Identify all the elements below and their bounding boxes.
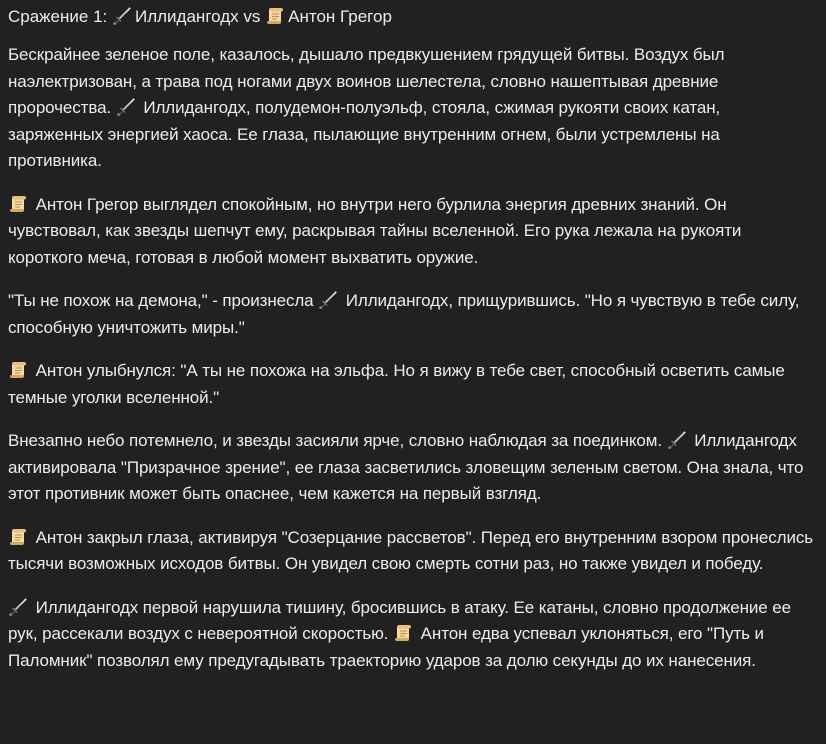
paragraph-7: Иллидангодх первой нарушила тишину, бросившись в атаку. Ее катаны, словно продолжение ее рук, рассекали воздух с невероятной скоростью. Антон едва успевал уклоняться, его "Путь и Паломник" позволял ему предугадывать траекторию ударов за долю секунды до их нанесения. <box>8 597 791 670</box>
fighter1-name: Иллидангодх <box>135 7 239 26</box>
scroll-icon <box>265 6 285 26</box>
dagger-icon <box>8 597 28 617</box>
dagger-icon <box>112 6 132 26</box>
paragraph-1: Бескрайнее зеленое поле, казалось, дышало предвкушением грядущей битвы. Воздух был наэлектризован, а трава под ногами двух воинов шелестела, словно нашептывая древние пророчества. Иллидангодх, полудемон-полуэльф, стояла, сжимая рукояти своих катан, заряженных энергией хаоса. Ее глаза, пылающие внутренним огнем, были устремлены на противника. <box>8 45 725 170</box>
fighter2-name: Антон Грегор <box>288 7 392 26</box>
battle-prefix: Сражение 1: <box>8 7 108 26</box>
scroll-icon <box>8 527 28 547</box>
dagger-icon <box>116 97 136 117</box>
battle-title <box>8 4 818 30</box>
dagger-icon <box>318 290 338 310</box>
paragraph-6: Антон закрыл глаза, активируя "Созерцание рассветов". Перед его внутренним взором пронеслись тысячи возможных исходов битвы. Он увидел свою смерть сотни раз, но также увидел и победу. <box>8 527 814 573</box>
paragraph-5: Внезапно небо потемнело, и звезды засияли ярче, словно наблюдая за поединком. Иллидангодх активировала "Призрачное зрение", ее глаза засветились зловещим зеленым светом. Она знала, что этот противник может быть опаснее, чем кажется на первый взгляд. <box>8 431 804 503</box>
vs-label: vs <box>243 7 261 26</box>
scroll-icon <box>393 623 413 643</box>
scroll-icon <box>8 194 28 214</box>
paragraph-2: Антон Грегор выглядел спокойным, но внутри него бурлила энергия древних знаний. Он чувствовал, как звезды шепчут ему, раскрывая тайны вселенной. Его рука лежала на рукояти короткого меча, готовая в любой момент выхватить оружие. <box>8 194 742 267</box>
paragraph-3: "Ты не похож на демона," - произнесла Иллидангодх, прищурившись. "Но я чувствую в тебе силу, способную уничтожить миры." <box>8 291 800 337</box>
paragraph-4: Антон улыбнулся: "А ты не похожа на эльфа. Но я вижу в тебе свет, способный осветить самые темные уголки вселенной." <box>8 361 785 407</box>
scroll-icon <box>8 360 28 380</box>
dagger-icon <box>667 430 687 450</box>
